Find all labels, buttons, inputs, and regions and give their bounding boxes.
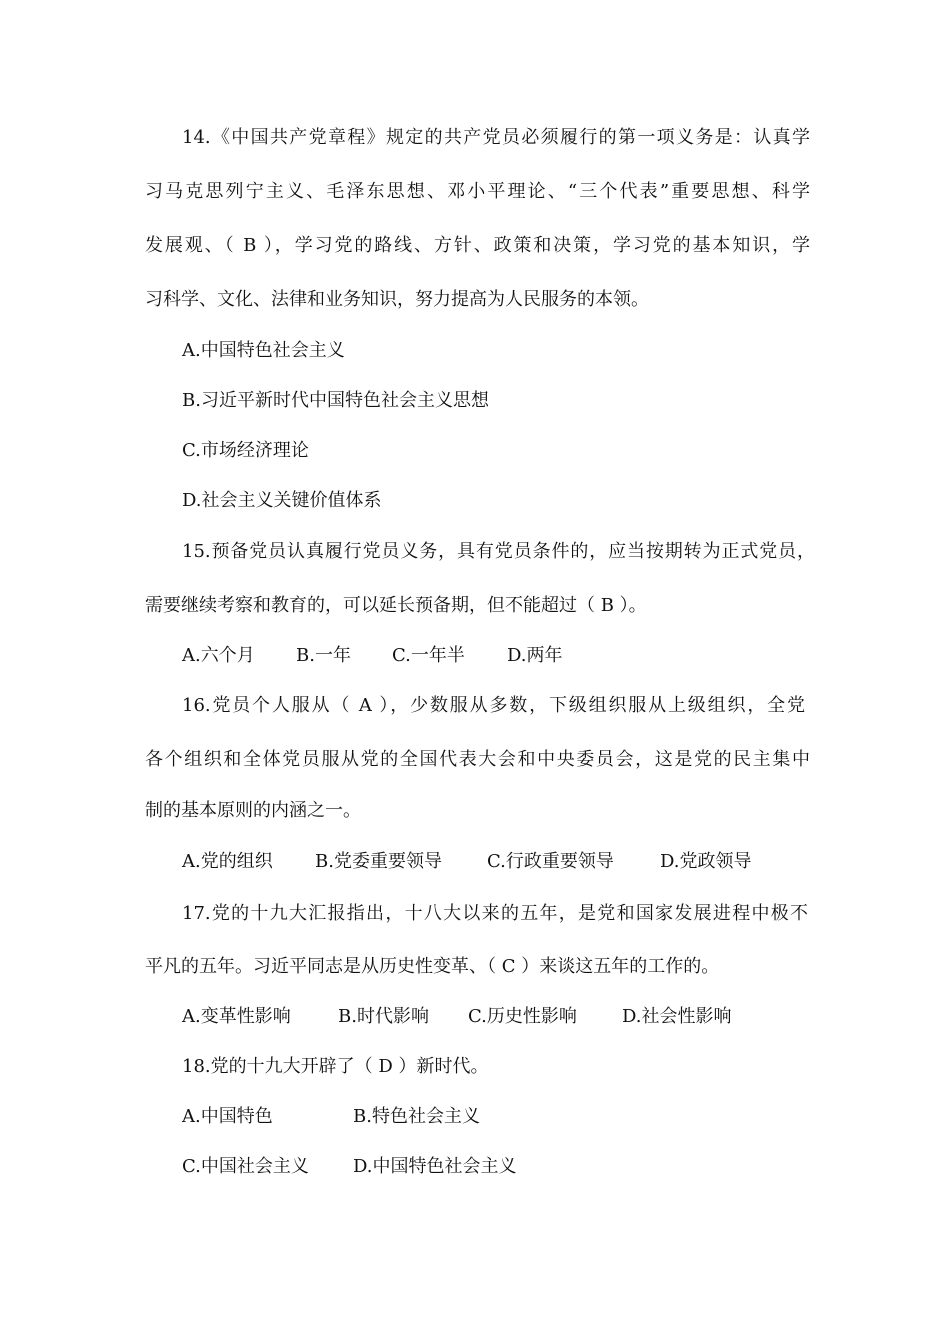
q16-line-1: 16.党员个人服从（ A ），少数服从多数，下级组织服从上级组织，全党 [182, 695, 805, 716]
q15-option-a: A.六个月 [182, 645, 255, 666]
q17-option-c: C.历史性影响 [468, 1006, 577, 1027]
q14-line-2: 习马克思列宁主义、毛泽东思想、邓小平理论、“三个代表”重要思想、科学 [145, 181, 810, 202]
q18-options-row-2 [182, 1155, 682, 1179]
q14-option-a: A.中国特色社会主义 [182, 340, 345, 361]
q15-option-c: C.一年半 [392, 645, 465, 666]
q17-line-2: 平凡的五年。习近平同志是从历史性变革、（ C ）来谈这五年的工作的。 [145, 956, 720, 977]
q16-option-b: B.党委重要领导 [315, 851, 442, 872]
q15-line-1: 15.预备党员认真履行党员义务，具有党员条件的，应当按期转为正式党员， [182, 541, 815, 562]
q17-options [182, 1005, 802, 1029]
q16-line-2: 各个组织和全体党员服从党的全国代表大会和中央委员会，这是党的民主集中 [145, 749, 810, 770]
q17-line-1: 17.党的十九大汇报指出，十八大以来的五年，是党和国家发展进程中极不 [182, 903, 808, 924]
q14-option-b: B.习近平新时代中国特色社会主义思想 [182, 390, 489, 411]
q15-option-d: D.两年 [507, 645, 563, 666]
q17-option-a: A.变革性影响 [182, 1006, 291, 1027]
q15-line-2: 需要继续考察和教育的，可以延长预备期，但不能超过（ B ）。 [145, 595, 647, 616]
q18-option-b: B.特色社会主义 [353, 1106, 480, 1127]
q16-line-3: 制的基本原则的内涵之一。 [145, 800, 361, 821]
q15-options [182, 644, 782, 668]
q18-option-d: D.中国特色社会主义 [353, 1156, 517, 1177]
q18-line-1: 18.党的十九大开辟了（ D ）新时代。 [182, 1056, 489, 1077]
q18-option-a: A.中国特色 [182, 1106, 273, 1127]
q17-option-d: D.社会性影响 [622, 1006, 732, 1027]
q16-option-a: A.党的组织 [182, 851, 273, 872]
q16-options [182, 850, 802, 874]
q14-line-1: 14.《中国共产党章程》规定的共产党员必须履行的第一项义务是：认真学 [182, 127, 810, 148]
q14-line-4: 习科学、文化、法律和业务知识，努力提高为人民服务的本领。 [145, 289, 649, 310]
q15-option-b: B.一年 [296, 645, 351, 666]
q16-option-d: D.党政领导 [660, 851, 752, 872]
q14-option-d: D.社会主义关键价值体系 [182, 490, 382, 511]
q14-line-3: 发展观、（ B ），学习党的路线、方针、政策和决策，学习党的基本知识，学 [145, 235, 810, 256]
q18-option-c: C.中国社会主义 [182, 1156, 309, 1177]
q16-option-c: C.行政重要领导 [487, 851, 614, 872]
q14-option-c: C.市场经济理论 [182, 440, 309, 461]
q17-option-b: B.时代影响 [338, 1006, 429, 1027]
q18-options-row-1 [182, 1105, 682, 1129]
